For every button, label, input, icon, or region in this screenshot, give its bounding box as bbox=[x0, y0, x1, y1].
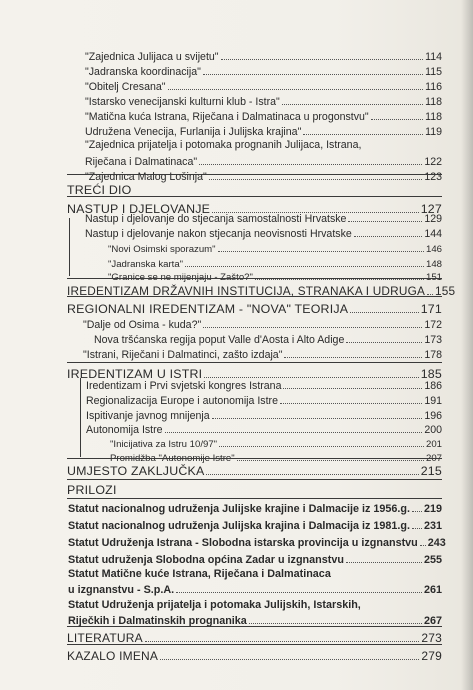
dot-leader bbox=[412, 528, 422, 529]
toc-entry[interactable] bbox=[94, 331, 442, 346]
dot-leader bbox=[206, 474, 418, 475]
entry-page: 144 bbox=[424, 228, 442, 240]
toc-entry[interactable] bbox=[85, 225, 442, 240]
entry-page: 148 bbox=[425, 259, 442, 270]
dot-leader bbox=[185, 266, 424, 267]
toc-entry[interactable] bbox=[85, 93, 442, 108]
entry-title: "Istrani, Riječani i Dalmatinci, zašto izdaja" bbox=[83, 349, 283, 361]
toc-entry[interactable] bbox=[83, 346, 442, 361]
entry-page: 207 bbox=[425, 453, 442, 464]
entry-page: 119 bbox=[425, 126, 442, 138]
entry-title: "Zajednica Malog Lošinja" bbox=[85, 171, 207, 183]
section-page: 185 bbox=[420, 367, 442, 381]
entry-page: 123 bbox=[424, 171, 442, 183]
dot-leader bbox=[284, 357, 422, 358]
entry-page: 191 bbox=[424, 395, 442, 407]
section-page: 215 bbox=[420, 464, 442, 478]
entry-page: 243 bbox=[427, 537, 446, 549]
section-bracket bbox=[69, 218, 70, 276]
dot-leader bbox=[427, 294, 433, 295]
entry-title: Statut udruženja Slobodna općina Zadar u izgnanstvu bbox=[68, 554, 344, 566]
toc-section[interactable] bbox=[67, 646, 442, 663]
toc-entry[interactable] bbox=[85, 63, 442, 78]
dot-leader bbox=[280, 403, 422, 404]
toc-entry[interactable] bbox=[86, 421, 442, 436]
section-title: NASTUP I DJELOVANJE bbox=[67, 202, 211, 216]
entry-title: Autonomija Istre bbox=[86, 424, 163, 436]
section-divider bbox=[67, 362, 442, 363]
dot-leader bbox=[354, 236, 423, 237]
entry-title: Iredentizam i Prvi svjetski kongres Istrana bbox=[86, 380, 282, 392]
entry-title: Statut nacionalnog udruženja Julijska krajina i Dalmacija iz 1981.g. bbox=[68, 520, 411, 532]
section-title: UMJESTO ZAKLJUČKA bbox=[67, 464, 205, 478]
section-divider bbox=[67, 626, 442, 627]
dot-leader bbox=[350, 312, 419, 313]
entry-title: Promidžba "Autonomije Istre" bbox=[110, 453, 235, 464]
entry-page: 196 bbox=[424, 410, 442, 422]
entry-title: Udružena Venecija, Furlanija i Julijska krajina" bbox=[85, 126, 302, 138]
entry-page: 267 bbox=[423, 615, 442, 627]
dot-leader bbox=[168, 89, 424, 90]
section-page: 127 bbox=[420, 202, 442, 216]
dot-leader bbox=[203, 74, 423, 75]
toc-entry-line1[interactable]: Statut Udruženja prijatelja i potomaka Julijskih, Istarskih, bbox=[68, 599, 361, 611]
entry-title: Nastup i djelovanje do stjecanja samostalnosti Hrvatske bbox=[85, 213, 347, 225]
section-divider bbox=[67, 644, 442, 645]
toc-section[interactable] bbox=[67, 628, 442, 645]
dot-leader bbox=[176, 592, 422, 593]
toc-section[interactable] bbox=[67, 299, 442, 316]
entry-title: Regionalizacija Europe i autonomija Istre bbox=[86, 395, 278, 407]
entry-title: "Novi Osimski sporazum" bbox=[108, 244, 216, 255]
entry-title: Statut Udruženja Istrana - Slobodna istarska provincija u izgnanstvu bbox=[68, 537, 418, 549]
toc-entry[interactable] bbox=[86, 377, 442, 392]
entry-title: Ispitivanje javnog mnijenja bbox=[86, 410, 210, 422]
dot-leader bbox=[412, 511, 422, 512]
dot-leader bbox=[160, 659, 419, 660]
dot-leader bbox=[346, 342, 422, 343]
section-divider bbox=[67, 196, 442, 197]
toc-entry[interactable] bbox=[68, 550, 442, 566]
dot-leader bbox=[303, 134, 423, 135]
entry-page: 200 bbox=[424, 424, 442, 436]
toc-entry[interactable] bbox=[83, 316, 442, 331]
dot-leader bbox=[371, 119, 423, 120]
section-page: 273 bbox=[421, 631, 442, 645]
toc-entry[interactable] bbox=[68, 580, 442, 596]
dot-leader bbox=[255, 279, 424, 280]
dot-leader bbox=[145, 641, 420, 642]
toc-entry[interactable] bbox=[68, 533, 446, 549]
section-page: 279 bbox=[421, 649, 442, 663]
entry-title: "Zajednica Julijaca u svijetu" bbox=[85, 51, 219, 63]
entry-page: 118 bbox=[425, 96, 442, 108]
dot-leader bbox=[346, 562, 422, 563]
toc-entry[interactable] bbox=[85, 123, 442, 138]
section-title: REGIONALNI IREDENTIZAM - "NOVA" TEORIJA bbox=[67, 302, 349, 316]
entry-page: 219 bbox=[423, 503, 442, 515]
entry-title: "Jadranska karta" bbox=[108, 259, 184, 270]
entry-page: 261 bbox=[423, 584, 442, 596]
toc-subentry[interactable] bbox=[110, 435, 442, 450]
section-divider bbox=[67, 479, 442, 480]
toc-entry[interactable] bbox=[68, 516, 442, 532]
entry-title: Nastup i djelovanje nakon stjecanja neovisnosti Hrvatske bbox=[85, 228, 352, 240]
toc-entry[interactable] bbox=[85, 108, 442, 123]
section-page: 155 bbox=[435, 284, 456, 298]
entry-title: Riječkih i Dalmatinskih prognanika bbox=[68, 615, 247, 627]
section-title: LITERATURA bbox=[67, 631, 143, 645]
entry-title: "Dalje od Osima - kuda?" bbox=[83, 319, 202, 331]
dot-leader bbox=[212, 418, 423, 419]
entry-page: 201 bbox=[425, 439, 442, 450]
entry-page: 114 bbox=[425, 51, 442, 63]
toc-entry[interactable] bbox=[68, 499, 442, 515]
section-title: IREDENTIZAM DRŽAVNIH INSTITUCIJA, STRANAKA I UDRUGA bbox=[67, 284, 426, 298]
entry-title: "Matična kuća Istrana, Riječana i Dalmatinaca u progonstvu" bbox=[85, 111, 369, 123]
toc-entry[interactable] bbox=[68, 611, 442, 627]
entry-title: Nova tršćanska regija poput Valle d'Aosta i Alto Adige bbox=[94, 334, 345, 346]
part-heading: TREĆI DIO bbox=[67, 183, 132, 197]
section-divider bbox=[67, 174, 442, 175]
section-divider bbox=[67, 296, 442, 297]
dot-leader bbox=[219, 446, 424, 447]
dot-leader bbox=[283, 388, 422, 389]
entry-page: 122 bbox=[424, 156, 442, 168]
entry-page: 118 bbox=[425, 111, 442, 123]
entry-page: 151 bbox=[425, 272, 442, 283]
toc-entry[interactable] bbox=[85, 168, 442, 183]
dot-leader bbox=[199, 164, 422, 165]
entry-page: 172 bbox=[424, 319, 442, 331]
toc-entry[interactable] bbox=[85, 210, 442, 225]
toc-entry[interactable] bbox=[85, 78, 442, 93]
part-heading: PRILOZI bbox=[67, 483, 117, 497]
dot-leader bbox=[249, 623, 422, 624]
entry-page: 129 bbox=[424, 213, 442, 225]
toc-section[interactable] bbox=[67, 461, 442, 478]
entry-title: "Istarsko venecijanski kulturni klub - Istra" bbox=[85, 96, 280, 108]
entry-title: "Inicijativa za Istru 10/97" bbox=[110, 439, 218, 450]
section-title: IREDENTIZAM U ISTRI bbox=[67, 367, 203, 381]
entry-title: "Granice se ne mijenjaju - Zašto?" bbox=[108, 272, 253, 283]
toc-entry[interactable] bbox=[85, 153, 442, 168]
entry-page: 231 bbox=[423, 520, 442, 532]
section-divider bbox=[67, 458, 442, 459]
section-title: KAZALO IMENA bbox=[67, 649, 159, 663]
toc-entry[interactable] bbox=[86, 407, 442, 422]
entry-page: 255 bbox=[423, 554, 442, 566]
entry-page: 173 bbox=[424, 334, 442, 346]
entry-title: Riječana i Dalmatinaca" bbox=[85, 156, 198, 168]
dot-leader bbox=[218, 251, 424, 252]
toc-entry-line1[interactable]: Statut Matične kuće Istrana, Riječana i Dalmatinaca bbox=[68, 568, 331, 580]
dot-leader bbox=[165, 432, 423, 433]
section-page: 171 bbox=[420, 302, 442, 316]
entry-title: Statut nacionalnog udruženja Julijske krajine i Dalmacije iz 1956.g. bbox=[68, 503, 411, 515]
toc-entry[interactable] bbox=[85, 48, 442, 63]
entry-title: "Jadranska koordinacija" bbox=[85, 66, 201, 78]
entry-page: 116 bbox=[425, 81, 442, 93]
dot-leader bbox=[209, 179, 423, 180]
toc-entry[interactable] bbox=[86, 392, 442, 407]
entry-page: 115 bbox=[425, 66, 442, 78]
dot-leader bbox=[282, 104, 423, 105]
section-divider bbox=[67, 278, 442, 279]
entry-page: 146 bbox=[425, 244, 442, 255]
entry-page: 178 bbox=[424, 349, 442, 361]
entry-page: 186 bbox=[424, 380, 442, 392]
dot-leader bbox=[203, 327, 422, 328]
toc-entry-line1[interactable]: "Zajednica prijatelja i potomaka prognanih Julijaca, Istrana, bbox=[85, 139, 362, 151]
toc-subentry[interactable] bbox=[108, 240, 442, 255]
dot-leader bbox=[420, 545, 426, 546]
entry-title: "Obitelj Cresana" bbox=[85, 81, 166, 93]
section-bracket bbox=[80, 378, 81, 457]
dot-leader bbox=[348, 221, 422, 222]
dot-leader bbox=[221, 59, 424, 60]
entry-title: u izgnanstvu - S.p.A. bbox=[68, 584, 175, 596]
